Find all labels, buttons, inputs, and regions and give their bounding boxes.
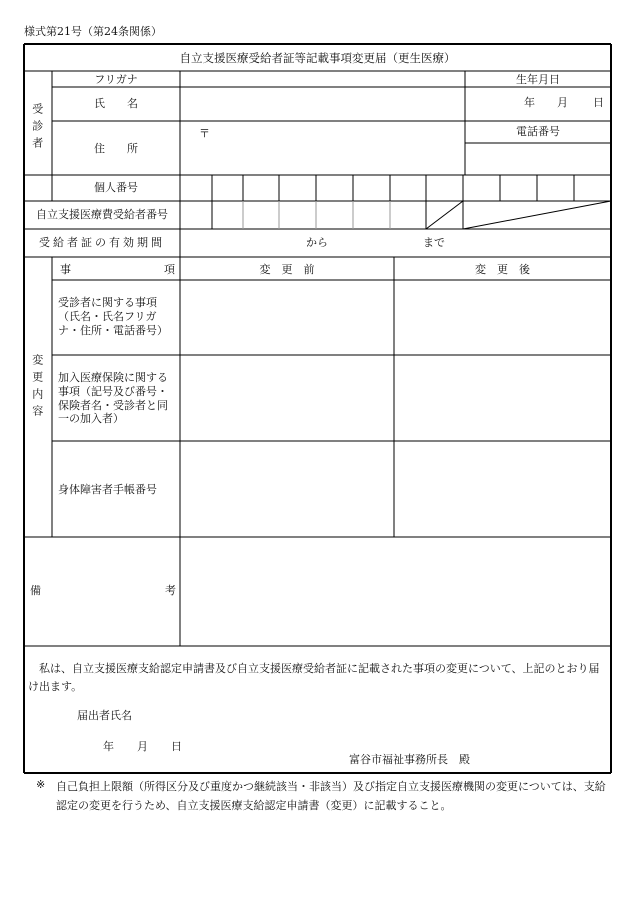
- furigana-field[interactable]: [181, 72, 464, 86]
- date-year: 年: [103, 740, 114, 753]
- birthdate-label: 生年月日: [516, 73, 560, 86]
- form-number: 様式第21号（第24条関係）: [24, 25, 162, 38]
- addressee: 富谷市福祉事務所長 殿: [349, 753, 470, 766]
- birthdate-field[interactable]: [466, 88, 610, 120]
- phone-field[interactable]: [466, 144, 610, 174]
- applicant-name-field[interactable]: [140, 704, 440, 724]
- change-row-2-before[interactable]: [181, 442, 393, 536]
- applicant-name-label: 届出者氏名: [77, 709, 132, 722]
- date-month: 月: [137, 740, 148, 753]
- address-label: 住 所: [94, 142, 138, 155]
- change-row-0-before[interactable]: [181, 281, 393, 354]
- item-header-2: 項: [164, 263, 175, 276]
- remarks-field[interactable]: [181, 538, 610, 645]
- before-header: 変 更 前: [259, 263, 315, 276]
- postal-mark: 〒: [199, 127, 210, 140]
- recipient-number-field[interactable]: [213, 202, 425, 228]
- name-field[interactable]: [181, 88, 464, 120]
- after-header: 変 更 後: [475, 263, 530, 276]
- remarks-label-left: 備: [30, 584, 41, 597]
- change-row-2-after[interactable]: [395, 442, 610, 536]
- change-section-label: 変更内容: [30, 354, 44, 422]
- my-number-label: 個人番号: [94, 181, 138, 194]
- item-header: 事: [60, 263, 71, 276]
- change-row-label: 加入医療保険に関する事項（記号及び番号・保険者名・受診者と同一の加入者）: [58, 371, 168, 426]
- address-field[interactable]: [181, 122, 464, 174]
- phone-label: 電話番号: [516, 125, 560, 138]
- validity-from: から: [306, 236, 328, 249]
- birthdate-year: 年: [524, 96, 535, 109]
- furigana-label: フリガナ: [94, 73, 138, 86]
- birthdate-month: 月: [557, 96, 568, 109]
- change-row-0-after[interactable]: [395, 281, 610, 354]
- change-row-label: 身体障害者手帳番号: [58, 483, 157, 496]
- change-row-label: 受診者に関する事項（氏名・氏名フリガナ・住所・電話番号）: [58, 296, 168, 337]
- name-label: 氏 名: [94, 97, 138, 110]
- validity-to: まで: [423, 236, 445, 249]
- change-row-1-after[interactable]: [395, 356, 610, 440]
- form-title: 自立支援医療受給者証等記載事項変更届（更生医療）: [179, 51, 456, 65]
- validity-field[interactable]: [181, 230, 610, 256]
- date-day: 日: [171, 740, 182, 753]
- patient-section-label: 受診者: [30, 103, 44, 154]
- birthdate-day: 日: [593, 96, 604, 109]
- declaration-text: 私は、自立支援医療支給認定申請書及び自立支援医療受給者証に記載された事項の変更について、上記のとおり届け出ます。: [28, 662, 600, 693]
- note-mark: ※: [36, 778, 46, 791]
- my-number-field[interactable]: [181, 176, 610, 200]
- remarks-label-right: 考: [165, 584, 176, 597]
- recipient-number-label: 自立支援医療費受給者番号: [36, 208, 168, 221]
- validity-label: 受給者証の有効期間: [39, 236, 165, 249]
- note-text: 自己負担上限額（所得区分及び重度かつ継続該当・非該当）及び指定自立支援医療機関の変更については、支給認定の変更を行うため、自立支援医療支給認定申請書（変更）に記載すること。: [56, 780, 606, 812]
- change-row-1-before[interactable]: [181, 356, 393, 440]
